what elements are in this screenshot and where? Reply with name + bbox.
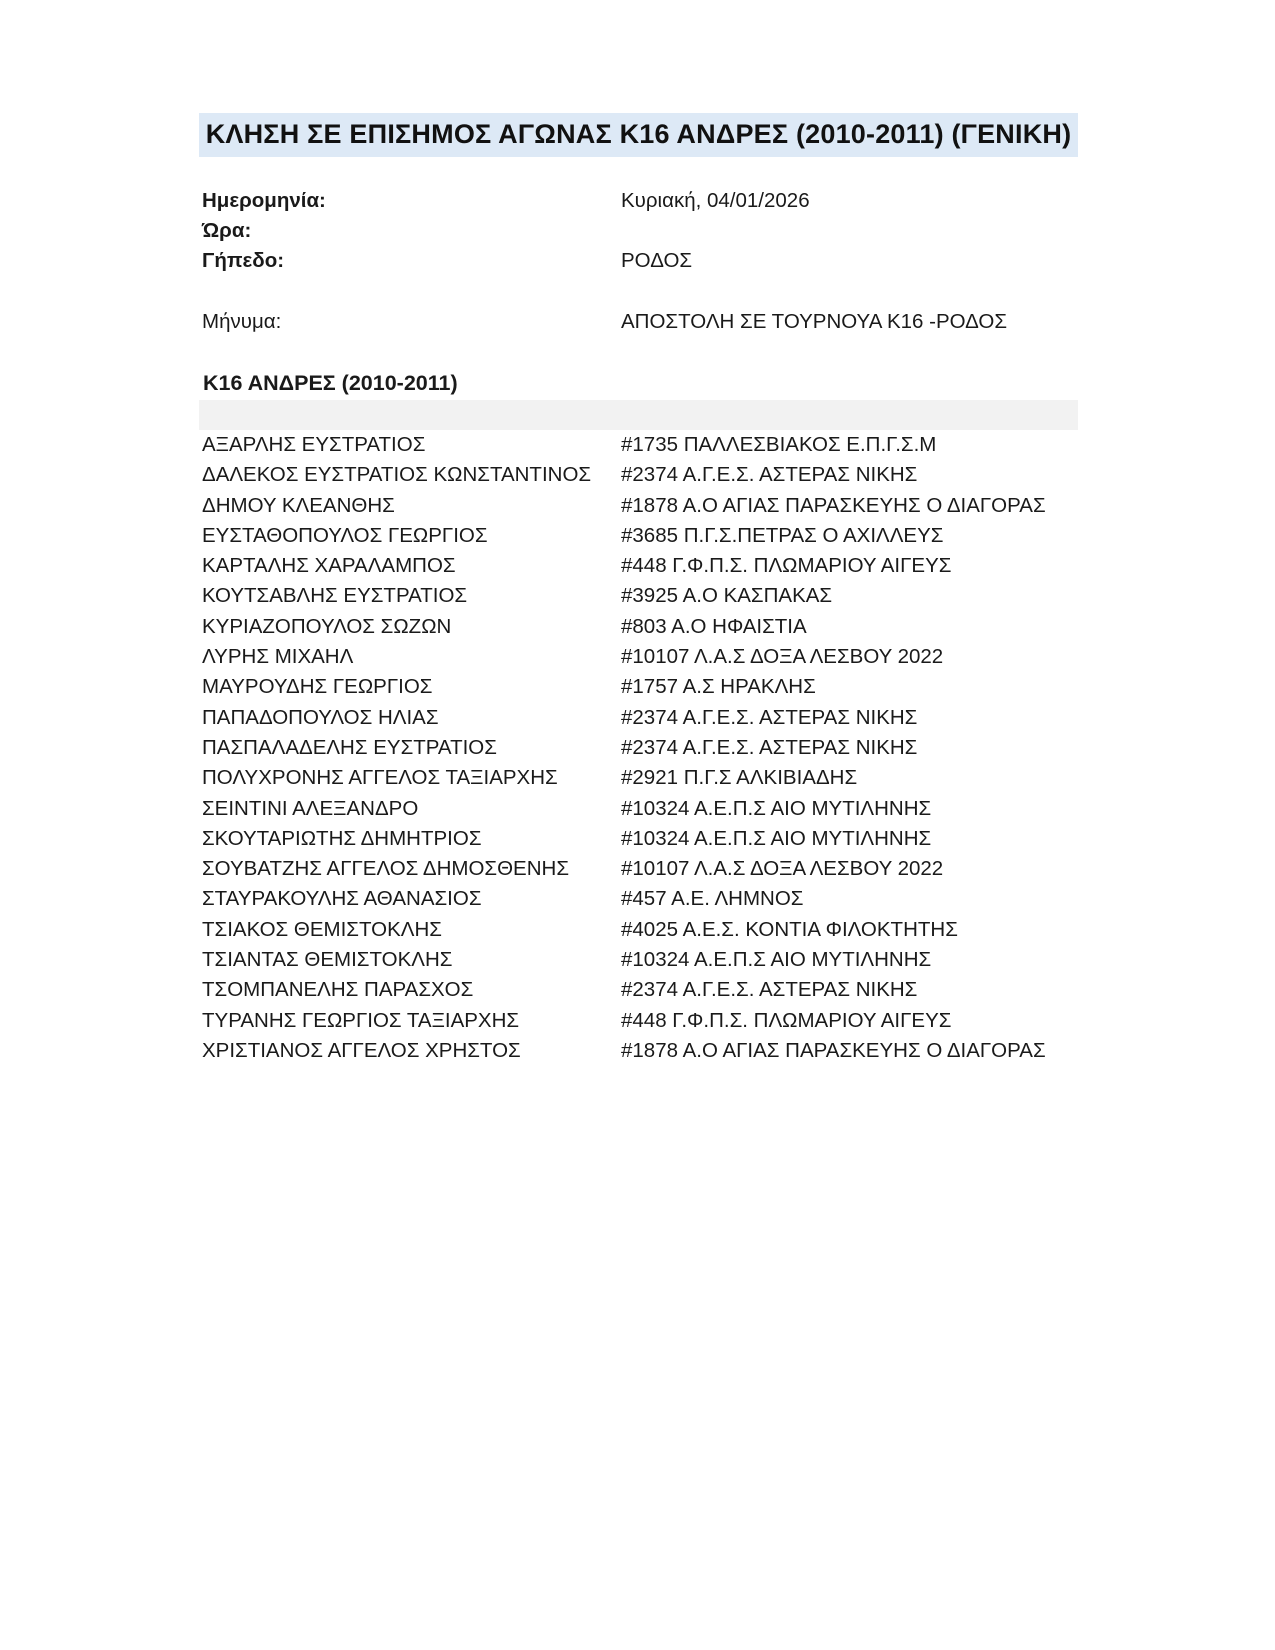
player-roster xyxy=(202,430,1082,1066)
player-club: #448 Γ.Φ.Π.Σ. ΠΛΩΜΑΡΙΟΥ ΑΙΓΕΥΣ xyxy=(621,554,952,578)
player-row xyxy=(202,551,1082,581)
player-row xyxy=(202,915,1082,945)
player-name: ΚΑΡΤΑΛΗΣ ΧΑΡΑΛΑΜΠΟΣ xyxy=(202,554,456,578)
message-row xyxy=(202,307,1082,337)
date-row xyxy=(202,186,1082,216)
player-club: #10324 Α.Ε.Π.Σ ΑΙΟ ΜΥΤΙΛΗΝΗΣ xyxy=(621,826,932,850)
player-name: ΕΥΣΤΑΘΟΠΟΥΛΟΣ ΓΕΩΡΓΙΟΣ xyxy=(202,523,488,547)
time-row xyxy=(202,216,1082,246)
player-name: ΣΟΥΒΑΤΖΗΣ ΑΓΓΕΛΟΣ ΔΗΜΟΣΘΕΝΗΣ xyxy=(202,857,570,881)
player-club: #1878 Α.Ο ΑΓΙΑΣ ΠΑΡΑΣΚΕΥΗΣ Ο ΔΙΑΓΟΡΑΣ xyxy=(621,1038,1046,1062)
player-row xyxy=(202,884,1082,914)
player-row xyxy=(202,945,1082,975)
player-row xyxy=(202,642,1082,672)
player-club: #2374 Α.Γ.Ε.Σ. ΑΣΤΕΡΑΣ ΝΙΚΗΣ xyxy=(621,705,918,729)
player-club: #10107 Λ.Α.Σ ΔΟΞΑ ΛΕΣΒΟΥ 2022 xyxy=(621,857,944,881)
player-row xyxy=(202,672,1082,702)
player-name: ΣΤΑΥΡΑΚΟΥΛΗΣ ΑΘΑΝΑΣΙΟΣ xyxy=(202,887,482,911)
player-row xyxy=(202,612,1082,642)
player-name: ΤΥΡΑΝΗΣ ΓΕΩΡΓΙΟΣ ΤΑΞΙΑΡΧΗΣ xyxy=(202,1008,520,1032)
venue-label: Γήπεδο: xyxy=(202,249,285,272)
player-club: #457 Α.Ε. ΛΗΜΝΟΣ xyxy=(621,887,804,911)
player-name: ΣΚΟΥΤΑΡΙΩΤΗΣ ΔΗΜΗΤΡΙΟΣ xyxy=(202,826,482,850)
player-name: ΚΥΡΙΑΖΟΠΟΥΛΟΣ ΣΩΖΩΝ xyxy=(202,614,452,638)
player-club: #1757 Α.Σ ΗΡΑΚΛΗΣ xyxy=(621,675,816,699)
player-row xyxy=(202,794,1082,824)
player-row xyxy=(202,975,1082,1005)
player-row xyxy=(202,733,1082,763)
player-name: ΤΣΙΑΚΟΣ ΘΕΜΙΣΤΟΚΛΗΣ xyxy=(202,917,442,941)
player-club: #1735 ΠΑΛΛΕΣΒΙΑΚΟΣ Ε.Π.Γ.Σ.Μ xyxy=(621,433,937,456)
player-row xyxy=(202,824,1082,854)
title-banner xyxy=(199,113,1078,157)
section-title: Κ16 ΑΝΔΡΕΣ (2010-2011) xyxy=(203,371,458,395)
player-name: ΠΑΣΠΑΛΑΔΕΛΗΣ ΕΥΣΤΡΑΤΙΟΣ xyxy=(202,735,497,759)
player-club: #3925 Α.Ο ΚΑΣΠΑΚΑΣ xyxy=(621,584,833,608)
message-value: ΑΠΟΣΤΟΛΗ ΣΕ ΤΟΥΡΝΟΥΑ Κ16 -ΡΟΔΟΣ xyxy=(621,310,1008,333)
document-title: ΚΛΗΣΗ ΣΕ ΕΠΙΣΗΜΟΣ ΑΓΩΝΑΣ Κ16 ΑΝΔΡΕΣ (2010-2011) (ΓΕΝΙΚΗ) xyxy=(205,118,1072,149)
time-label: Ώρα: xyxy=(202,219,252,242)
player-club: #2374 Α.Γ.Ε.Σ. ΑΣΤΕΡΑΣ ΝΙΚΗΣ xyxy=(621,978,918,1002)
player-name: ΠΟΛΥΧΡΟΝΗΣ ΑΓΓΕΛΟΣ ΤΑΞΙΑΡΧΗΣ xyxy=(202,766,558,790)
player-name: ΑΞΑΡΛΗΣ ΕΥΣΤΡΑΤΙΟΣ xyxy=(202,433,426,456)
player-club: #3685 Π.Γ.Σ.ΠΕΤΡΑΣ Ο ΑΧΙΛΛΕΥΣ xyxy=(621,523,944,547)
player-name: ΔΑΛΕΚΟΣ ΕΥΣΤΡΑΤΙΟΣ ΚΩΝΣΤΑΝΤΙΝΟΣ xyxy=(202,463,592,487)
player-row xyxy=(202,703,1082,733)
venue-row xyxy=(202,246,1082,276)
table-header-band xyxy=(199,400,1078,430)
player-club: #2374 Α.Γ.Ε.Σ. ΑΣΤΕΡΑΣ ΝΙΚΗΣ xyxy=(621,463,918,487)
player-name: ΠΑΠΑΔΟΠΟΥΛΟΣ ΗΛΙΑΣ xyxy=(202,705,439,729)
player-name: ΤΣΙΑΝΤΑΣ ΘΕΜΙΣΤΟΚΛΗΣ xyxy=(202,948,453,972)
player-club: #4025 Α.Ε.Σ. ΚΟΝΤΙΑ ΦΙΛΟΚΤΗΤΗΣ xyxy=(621,917,958,941)
player-club: #2374 Α.Γ.Ε.Σ. ΑΣΤΕΡΑΣ ΝΙΚΗΣ xyxy=(621,735,918,759)
player-row xyxy=(202,430,1082,460)
player-row xyxy=(202,763,1082,793)
player-name: ΣΕΙΝΤΙΝΙ ΑΛΕΞΑΝΔΡΟ xyxy=(202,796,419,820)
player-row xyxy=(202,854,1082,884)
venue-value: ΡΟΔΟΣ xyxy=(621,249,693,272)
player-club: #448 Γ.Φ.Π.Σ. ΠΛΩΜΑΡΙΟΥ ΑΙΓΕΥΣ xyxy=(621,1008,952,1032)
player-name: ΧΡΙΣΤΙΑΝΟΣ ΑΓΓΕΛΟΣ ΧΡΗΣΤΟΣ xyxy=(202,1038,521,1062)
player-row xyxy=(202,491,1082,521)
player-name: ΤΣΟΜΠΑΝΕΛΗΣ ΠΑΡΑΣΧΟΣ xyxy=(202,978,474,1002)
date-value: Κυριακή, 04/01/2026 xyxy=(621,189,810,212)
player-row xyxy=(202,521,1082,551)
player-club: #10324 Α.Ε.Π.Σ ΑΙΟ ΜΥΤΙΛΗΝΗΣ xyxy=(621,948,932,972)
player-club: #1878 Α.Ο ΑΓΙΑΣ ΠΑΡΑΣΚΕΥΗΣ Ο ΔΙΑΓΟΡΑΣ xyxy=(621,493,1046,517)
player-club: #2921 Π.Γ.Σ ΑΛΚΙΒΙΑΔΗΣ xyxy=(621,766,858,790)
player-club: #10107 Λ.Α.Σ ΔΟΞΑ ΛΕΣΒΟΥ 2022 xyxy=(621,645,944,669)
player-name: ΔΗΜΟΥ ΚΛΕΑΝΘΗΣ xyxy=(202,493,395,517)
player-row xyxy=(202,1036,1082,1066)
player-row xyxy=(202,460,1082,490)
player-row xyxy=(202,1006,1082,1036)
player-name: ΜΑΥΡΟΥΔΗΣ ΓΕΩΡΓΙΟΣ xyxy=(202,675,433,699)
player-club: #10324 Α.Ε.Π.Σ ΑΙΟ ΜΥΤΙΛΗΝΗΣ xyxy=(621,796,932,820)
player-club: #803 Α.Ο ΗΦΑΙΣΤΙΑ xyxy=(621,614,807,638)
player-row xyxy=(202,581,1082,611)
player-name: ΛΥΡΗΣ ΜΙΧΑΗΛ xyxy=(202,645,354,669)
message-label: Μήνυμα: xyxy=(202,310,282,333)
date-label: Ημερομηνία: xyxy=(202,189,326,212)
player-name: ΚΟΥΤΣΑΒΛΗΣ ΕΥΣΤΡΑΤΙΟΣ xyxy=(202,584,468,608)
